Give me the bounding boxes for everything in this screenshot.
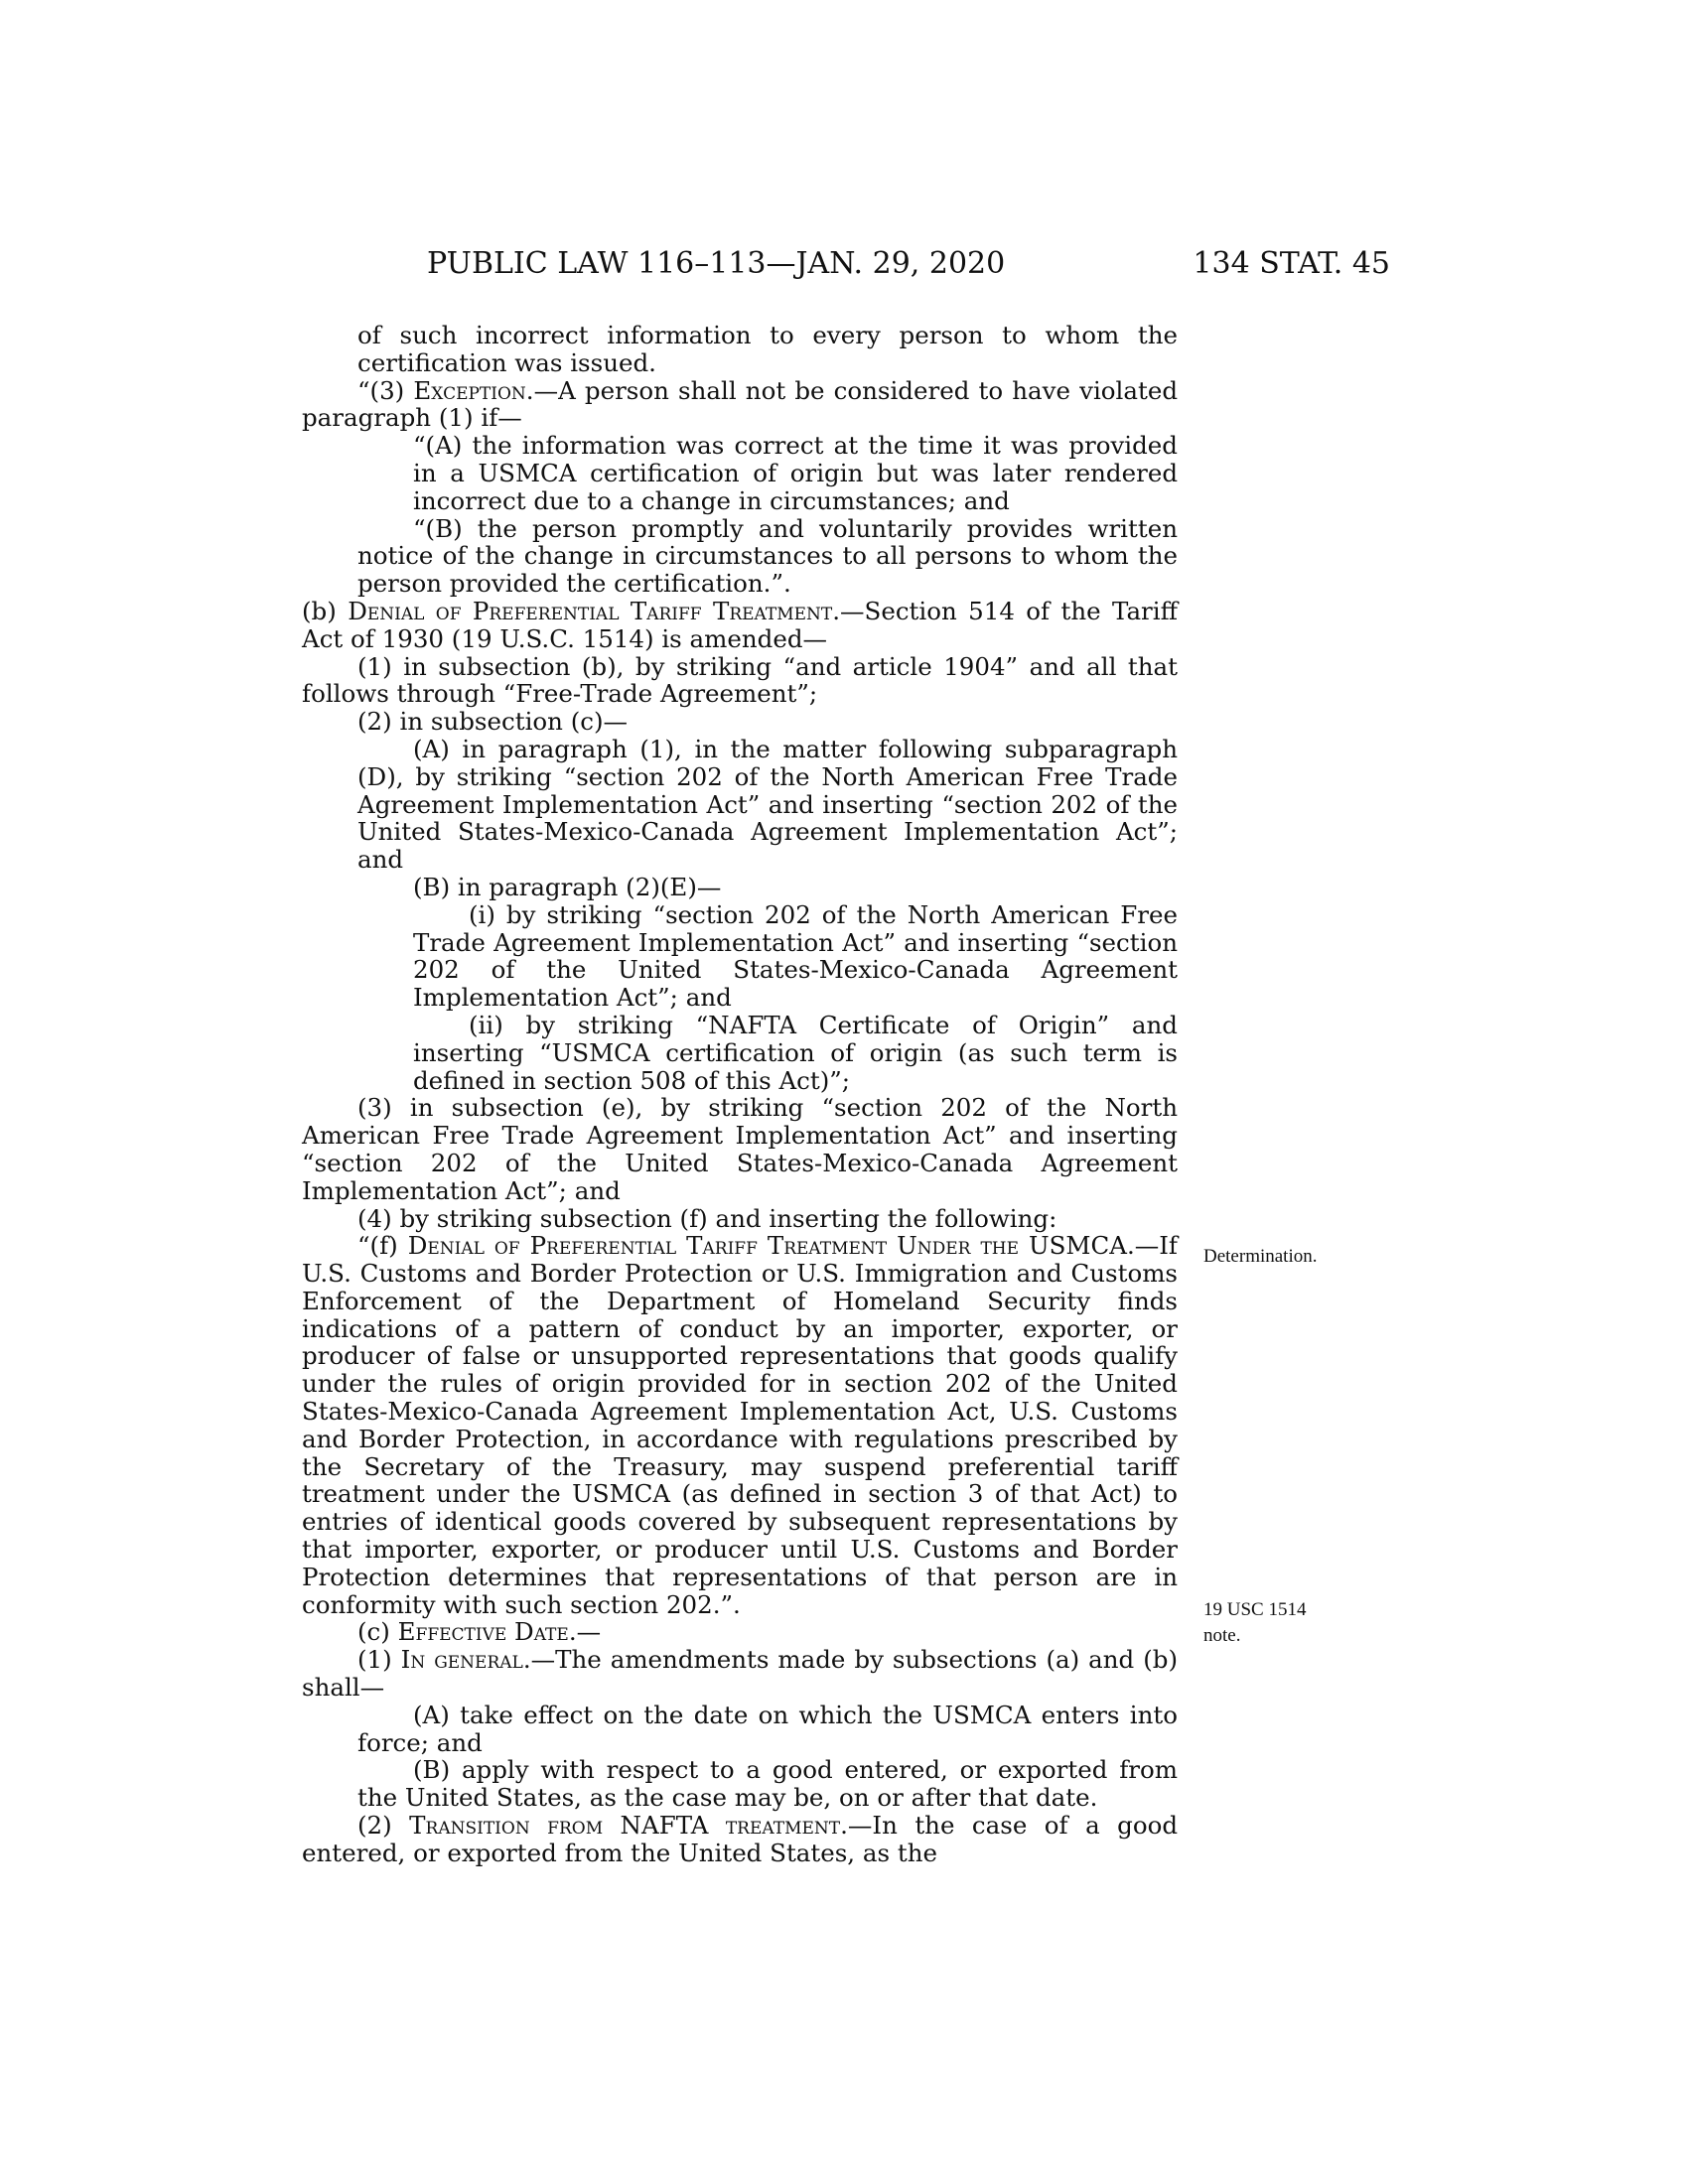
item-2-a: (A) in paragraph (1), in the matter following subparagraph (D), by striking “section 202 of the North American Free Trade Agreement Implementation Act” and inserting “section 202 of the United States-Mexico-Canada Agreement Implementation Act”; and	[357, 734, 1178, 875]
subparagraph-a	[302, 432, 1178, 514]
subsection-c-heading: Effective Date	[397, 1617, 569, 1647]
subsection-b	[302, 598, 1178, 653]
paragraph-num: “(3)	[357, 375, 414, 405]
subsection-c-dash: .—	[568, 1617, 602, 1647]
stat-page-number: 134 STAT. 45	[1193, 246, 1390, 281]
paragraph-continuation: of such incorrect information to every person to whom the certification was issued.	[357, 321, 1178, 377]
running-head-title: PUBLIC LAW 116–113—JAN. 29, 2020	[427, 246, 1006, 281]
subsection-b-heading: Denial of Preferential Tariff Treatment	[348, 596, 833, 625]
paragraph-c-1-heading: In general	[400, 1645, 523, 1675]
paragraph-c-1-num: (1)	[357, 1645, 401, 1675]
item-3: (3) in subsection (e), by striking “section 202 of the North American Free Trade Agreement Implementation Act” and inserting “section 202 of the United States-Mexico-Canada Agreement Implementation Act”; and	[302, 1093, 1178, 1205]
paragraph-heading: Exception	[413, 375, 526, 405]
paragraph-c-2-num: (2)	[357, 1811, 410, 1841]
paragraph-exception	[302, 377, 1178, 433]
paragraph-c-1-b: (B) apply with respect to a good entered, or exported from the United States, as the case may be, on or after that date.	[357, 1755, 1178, 1813]
margin-note-usc-line1: 19 USC 1514	[1203, 1599, 1307, 1620]
subsection-c-num: (c)	[357, 1617, 398, 1647]
quoted-subsection-f-text: .—If U.S. Customs and Border Protection or U.S. Immigration and Customs Enforcement of the Department of Homeland Security finds indications of a pattern of conduct by an importer, exporter, or producer of false or unsupported representations that goods qualify under the rules of origin provided for in section 202 of the United States-Mexico-Canada Agreement Implementation Act, U.S. Customs and Border Protection, in accordance with regulations prescribed by the Secretary of the Treasury, may suspend preferential tariff treatment under the USMCA (as defined in section 3 of that Act) to entries of identical goods covered by subsequent representations by that importer, exporter, or producer until U.S. Customs and Border Protection determines that representations of that person are in conformity with such section 202.”.	[302, 1231, 1178, 1619]
item-2-b: (B) in paragraph (2)(E)—	[413, 872, 722, 901]
quoted-subsection-f-heading: Denial of Preferential Tariff Treatment Under the USMCA	[407, 1231, 1127, 1261]
document-body	[302, 322, 1178, 1867]
item-1: (1) in subsection (b), by striking “and article 1904” and all that follows through “Free-Trade Agreement”;	[302, 651, 1178, 709]
subparagraph-a-text: “(A) the information was correct at the time it was provided in a USMCA certification of origin but was later rendered incorrect due to a change in circumstances; and	[413, 431, 1178, 515]
clause-i: (i) by striking “section 202 of the North American Free Trade Agreement Implementation Act” and inserting “section 202 of the United States-Mexico-Canada Agreement Implementation Act”; and	[413, 899, 1178, 1013]
page-header	[298, 246, 1390, 286]
subsection-c	[302, 1618, 1178, 1646]
subparagraph-b: “(B) the person promptly and voluntarily provides written notice of the change in circumstances to all persons to whom the person provided the certification.”.	[357, 513, 1178, 599]
paragraph-text: .—A person shall not be considered to have violated paragraph (1) if—	[302, 375, 1178, 433]
item-2: (2) in subsection (c)—	[357, 707, 629, 737]
paragraph-c-1-text: .—The amendments made by subsections (a) and (b) shall—	[302, 1645, 1178, 1703]
paragraph-c-1	[302, 1646, 1178, 1702]
paragraph-c-2-heading: Transition from NAFTA treatment	[409, 1811, 841, 1841]
item-4: (4) by striking subsection (f) and inserting the following:	[357, 1203, 1057, 1233]
paragraph-c-1-a: (A) take effect on the date on which the USMCA enters into force; and	[357, 1700, 1178, 1757]
margin-note-determination: Determination.	[1203, 1246, 1318, 1267]
quoted-subsection-f	[302, 1232, 1178, 1618]
paragraph-c-2-text: .—In the case of a good entered, or exported from the United States, as the	[302, 1811, 1179, 1867]
subsection-b-num: (b)	[302, 596, 349, 625]
quoted-subsection-f-num: “(f)	[357, 1231, 408, 1261]
clause-ii: (ii) by striking “NAFTA Certificate of Origin” and inserting “USMCA certification of origin (as such term is defined in section 508 of this Act)”;	[413, 1010, 1178, 1095]
subsection-b-text: .—Section 514 of the Tariff Act of 1930 (19 U.S.C. 1514) is amended—	[302, 596, 1178, 653]
paragraph-c-2	[302, 1812, 1178, 1867]
margin-note-usc-line2: note.	[1203, 1625, 1241, 1646]
